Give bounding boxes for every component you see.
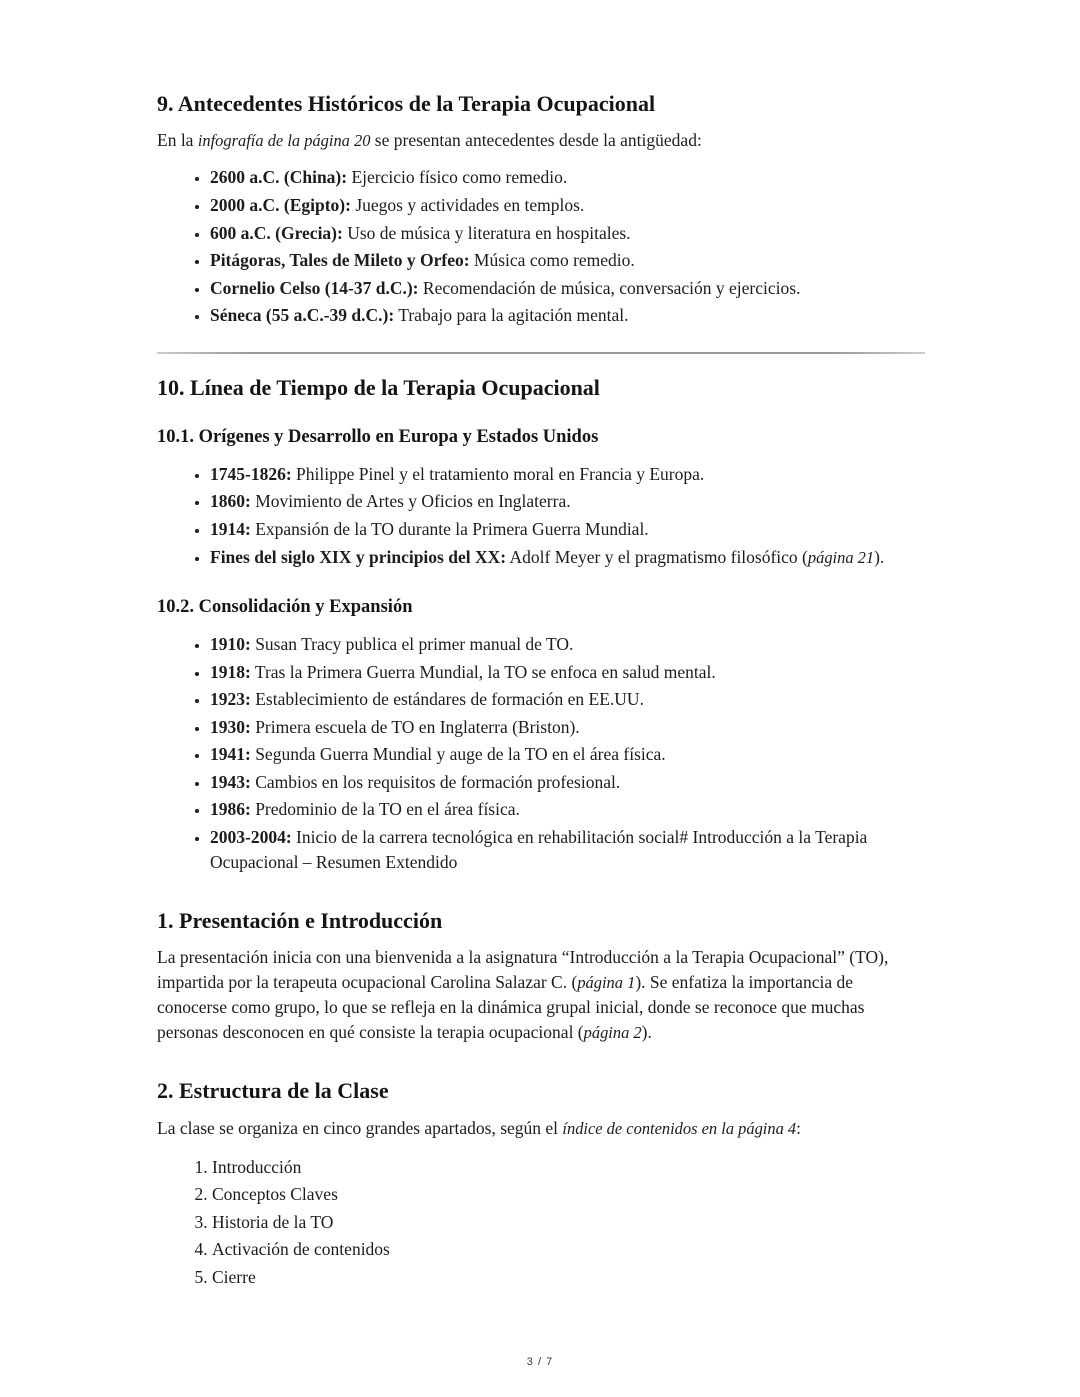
text-segment: Trabajo para la agitación mental. <box>394 305 629 326</box>
text-segment: página 21 <box>807 547 875 567</box>
text-segment: 2600 a.C. (China): <box>210 167 348 188</box>
text-segment: Introducción <box>212 1156 302 1177</box>
list-item <box>210 545 925 570</box>
text-segment: Adolf Meyer y el pragmatismo filosófico ( <box>506 546 808 567</box>
text-segment: Predominio de la TO en el área física. <box>250 799 520 820</box>
text-segment: índice de contenidos en la página 4 <box>562 1118 797 1138</box>
list-item <box>210 742 925 767</box>
list-item <box>212 1155 925 1180</box>
text-segment: Pitágoras, Tales de Mileto y Orfeo: <box>210 250 470 271</box>
text-segment: página 1 <box>577 973 636 993</box>
section-divider <box>157 352 925 354</box>
text-segment: 1923: <box>210 689 251 710</box>
text-segment: 1986: <box>210 799 251 820</box>
list-item <box>210 632 925 657</box>
text-segment: En la <box>157 130 198 151</box>
section-1-title: 1. Presentación e Introducción <box>157 907 443 933</box>
section-9-intro <box>157 128 925 153</box>
text-segment: 1943: <box>210 771 251 792</box>
text-segment: Movimiento de Artes y Oficios en Inglaterra. <box>250 491 571 512</box>
text-segment: Cambios en los requisitos de formación profesional. <box>250 771 621 792</box>
list-item <box>212 1210 925 1235</box>
text-segment: Cornelio Celso (14-37 d.C.): <box>210 277 419 298</box>
page-number: 3 / 7 <box>526 1356 554 1369</box>
text-segment: 2003-2004: <box>210 826 292 847</box>
text-segment: La clase se organiza en cinco grandes apartados, según el <box>157 1117 563 1138</box>
text-segment: 1918: <box>210 661 251 682</box>
text-segment: 1745-1826: <box>210 463 292 484</box>
list-item <box>210 660 925 685</box>
text-segment: Música como remedio. <box>469 250 635 271</box>
list-item <box>210 715 925 740</box>
section-10-1-title: 10.1. Orígenes y Desarrollo en Europa y Estados Unidos <box>157 426 599 447</box>
text-segment: Historia de la TO <box>212 1211 334 1232</box>
text-segment: Susan Tracy publica el primer manual de TO. <box>250 633 574 654</box>
section-10-2-title: 10.2. Consolidación y Expansión <box>157 596 413 617</box>
text-segment: Conceptos Claves <box>212 1184 338 1205</box>
text-segment: Activación de contenidos <box>212 1239 390 1260</box>
text-segment: 1910: <box>210 633 251 654</box>
list-item <box>210 462 925 487</box>
text-segment: ). <box>641 1022 652 1043</box>
list-item <box>210 276 925 301</box>
list-item <box>210 517 925 542</box>
text-segment: 1914: <box>210 519 251 539</box>
section-9-list <box>157 165 925 328</box>
section-10-title: 10. Línea de Tiempo de la Terapia Ocupacional <box>157 375 600 401</box>
text-segment: ). Se enfatiza la importancia de conocerse como grupo, lo que se refleja en la dinámica grupal inicial, donde se reconoce que muchas personas desconocen en qué consiste la terapia ocupacional ( <box>157 972 865 1043</box>
section-10-2-list <box>157 632 925 875</box>
list-item <box>210 248 925 273</box>
section-1-paragraph <box>157 945 925 1045</box>
list-item <box>212 1182 925 1207</box>
text-segment: infografía de la página 20 <box>197 131 371 151</box>
list-item <box>210 303 925 328</box>
list-item <box>210 193 925 218</box>
section-10-1-list <box>157 462 925 570</box>
list-item <box>210 687 925 712</box>
section-2-title: 2. Estructura de la Clase <box>157 1078 389 1104</box>
text-segment: 1941: <box>210 744 251 765</box>
list-item <box>210 770 925 795</box>
text-segment: Expansión de la TO durante la Primera Guerra Mundial. <box>250 519 649 539</box>
text-segment: Establecimiento de estándares de formación en EE.UU. <box>250 689 644 710</box>
text-segment: página 2 <box>583 1023 642 1043</box>
text-segment: Inicio de la carrera tecnológica en rehabilitación social# Introducción a la Terapia Ocupacional – Resumen Extendido <box>210 826 868 872</box>
text-segment: 1860: <box>210 491 251 512</box>
text-segment: 1930: <box>210 716 251 737</box>
text-segment: Cierre <box>212 1266 256 1287</box>
text-segment: Ejercicio físico como remedio. <box>347 167 568 188</box>
text-segment: Segunda Guerra Mundial y auge de la TO en el área física. <box>250 744 666 765</box>
text-segment: Primera escuela de TO en Inglaterra (Briston). <box>250 716 580 737</box>
text-segment: Tras la Primera Guerra Mundial, la TO se enfoca en salud mental. <box>250 661 716 682</box>
section-9-title: 9. Antecedentes Históricos de la Terapia Ocupacional <box>157 91 656 116</box>
list-item <box>210 489 925 514</box>
text-segment: Recomendación de música, conversación y ejercicios. <box>418 277 801 298</box>
text-segment: Séneca (55 a.C.-39 d.C.): <box>210 305 395 326</box>
text-segment: Juegos y actividades en templos. <box>350 194 585 215</box>
text-segment: Philippe Pinel y el tratamiento moral en Francia y Europa. <box>291 463 705 484</box>
text-segment: La presentación inicia con una bienvenida a la asignatura “Introducción a la Terapia Ocupacional” (TO), impartida por la terapeuta ocupacional Carolina Salazar C. ( <box>157 947 889 993</box>
list-item <box>212 1265 925 1290</box>
text-segment: : <box>796 1117 802 1138</box>
list-item <box>210 221 925 246</box>
list-item <box>210 825 925 875</box>
text-segment: 600 a.C. (Grecia): <box>210 222 343 243</box>
text-segment: 2000 a.C. (Egipto): <box>210 194 351 215</box>
text-segment: Uso de música y literatura en hospitales. <box>342 222 631 243</box>
class-structure-list <box>157 1155 925 1290</box>
text-segment: se presentan antecedentes desde la antigüedad: <box>370 130 702 151</box>
list-item <box>210 165 925 190</box>
text-segment: ). <box>874 546 885 567</box>
text-segment: Fines del siglo XIX y principios del XX: <box>210 546 507 567</box>
section-2-paragraph <box>157 1116 925 1141</box>
list-item <box>210 797 925 822</box>
list-item <box>212 1237 925 1262</box>
